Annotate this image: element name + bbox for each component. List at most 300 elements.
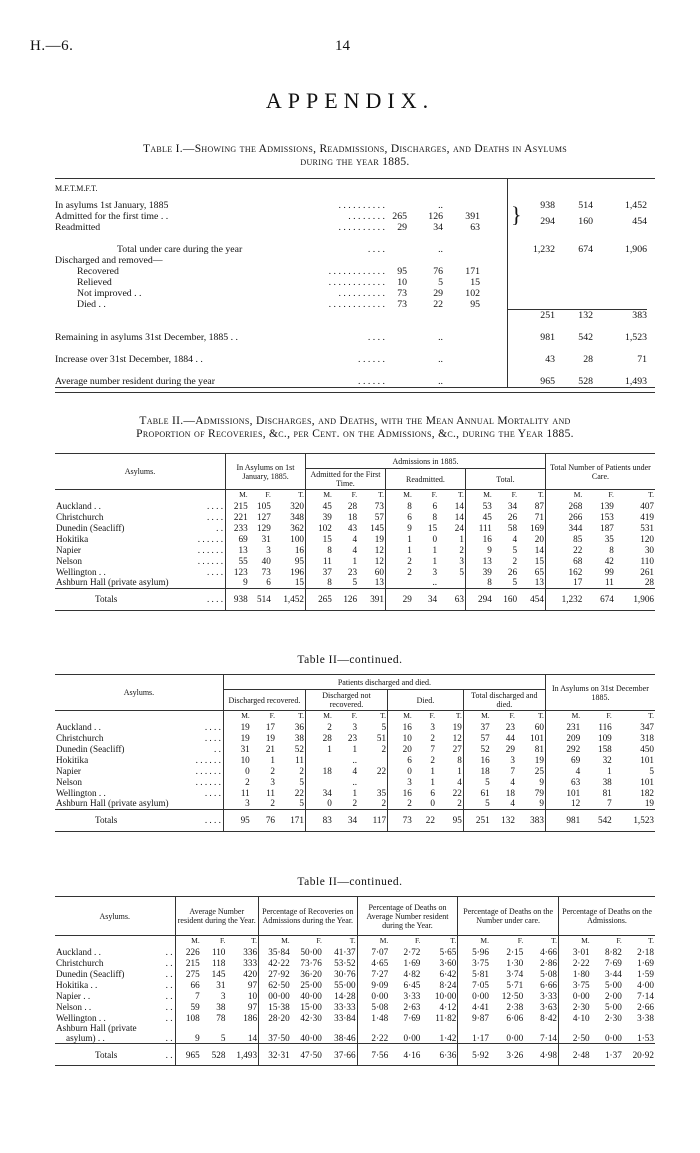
data-cell: 2·30	[604, 1012, 622, 1023]
table1-row-label: Readmitted	[55, 222, 101, 233]
asylum-name: Dunedin (Seacliff)	[56, 743, 125, 754]
data-cell: 3	[270, 776, 276, 787]
totals-label-cell	[55, 588, 226, 610]
data-cell: 5	[512, 577, 518, 588]
total-cell: 1,232	[561, 594, 583, 604]
data-cell: 347	[640, 721, 654, 732]
data-cell: 2·00	[604, 990, 622, 1001]
asylum-name-cell	[55, 577, 226, 588]
data-cell: 81	[516, 743, 545, 754]
data-cell: 123	[233, 566, 248, 577]
col-header-total-care: Total Number of Patients under Care.	[545, 454, 655, 490]
table1-cell: 95	[397, 266, 407, 277]
data-cell: 139	[600, 500, 614, 511]
table1-cell: 29	[397, 222, 407, 233]
data-cell: 182	[640, 787, 654, 798]
table-row	[55, 555, 655, 566]
leader-dots: . . . .	[206, 594, 224, 604]
data-cell: 8	[327, 544, 332, 555]
data-cell: 221	[233, 511, 248, 522]
data-cell: 275	[185, 968, 200, 979]
table-row	[55, 979, 655, 990]
data-cell: 2·66	[637, 1001, 654, 1012]
asylum-name-cell	[55, 990, 175, 1001]
asylum-name-cell	[55, 721, 223, 732]
data-cell: 8·42	[524, 1012, 558, 1023]
table1-caption-line1: Table I.—Showing the Admissions, Readmissions, Discharges, and Deaths in Asylums	[143, 143, 567, 155]
data-cell: 1	[432, 555, 438, 566]
data-cell: 53·52	[323, 957, 357, 968]
data-cell: 52	[276, 743, 305, 754]
data-cell: 15	[518, 555, 545, 566]
document-reference: H.—6.	[30, 38, 74, 54]
data-cell: 419	[640, 511, 654, 522]
data-cell: 5	[485, 798, 490, 809]
data-cell: 97	[226, 1001, 258, 1012]
data-cell: 1	[352, 743, 358, 754]
table3-body	[55, 721, 655, 831]
data-cell: 39	[322, 511, 332, 522]
data-cell: 57	[480, 732, 490, 743]
data-cell: 336	[226, 946, 258, 957]
data-cell: 4	[510, 798, 515, 809]
data-cell: 69	[571, 754, 581, 765]
page-number: 14	[335, 38, 350, 54]
leader-dots: . . . .	[206, 501, 224, 511]
data-cell: 23	[347, 566, 358, 577]
table1-cell: 265	[392, 211, 407, 222]
data-cell: 20	[402, 743, 412, 754]
data-cell: 2·50	[572, 1033, 590, 1043]
header-cell: F.	[608, 490, 614, 499]
data-cell: 29	[505, 743, 515, 754]
header-cell: M.	[323, 490, 332, 499]
data-cell: 233	[233, 522, 248, 533]
data-cell: 12·50	[501, 990, 524, 1001]
data-cell: 3	[438, 555, 465, 566]
data-cell: 38	[216, 1001, 226, 1012]
header-cell: T.	[358, 490, 385, 501]
table-row	[55, 522, 655, 533]
total-cell: 265	[318, 594, 332, 604]
data-cell: 2	[358, 743, 387, 754]
header-cell: M.	[323, 711, 332, 720]
data-cell: 10	[226, 990, 258, 1001]
data-cell: 1	[432, 544, 438, 555]
table-row	[55, 968, 655, 979]
data-cell: 102	[318, 522, 332, 533]
total-cell: 171	[276, 809, 305, 831]
table-row	[55, 544, 655, 555]
table-row	[55, 577, 655, 588]
data-cell: 85	[573, 533, 583, 544]
data-cell: 1·48	[371, 1012, 389, 1023]
total-cell: 1,452	[272, 588, 306, 610]
data-cell: 13	[518, 577, 545, 588]
asylum-name-cell	[55, 555, 226, 566]
data-cell: 8	[432, 511, 438, 522]
data-cell: 1	[430, 765, 435, 776]
asylum-name-cell	[55, 566, 226, 577]
total-cell: 1,523	[633, 815, 654, 825]
data-cell: 33·84	[323, 1012, 357, 1023]
asylum-name-cell	[55, 500, 226, 511]
table-row	[55, 1012, 655, 1023]
data-cell: 40·00	[300, 1033, 322, 1043]
header-cell: M.	[581, 936, 590, 945]
data-cell: 18	[480, 765, 490, 776]
data-cell: 362	[272, 522, 306, 533]
leader-dots: . . . . . . . . . . . .	[328, 277, 385, 288]
data-cell: 1	[407, 533, 412, 544]
total-cell: 542	[597, 815, 612, 825]
data-cell: 162	[568, 566, 583, 577]
data-cell: 1	[352, 787, 358, 798]
header-cell: F.	[351, 711, 358, 720]
data-cell: 1·53	[637, 1033, 654, 1043]
data-cell: 30·76	[323, 968, 357, 979]
data-cell: 2	[430, 754, 435, 765]
data-cell: 2	[407, 566, 412, 577]
data-cell: 50·00	[300, 946, 322, 957]
table1-row-label: Admitted for the first time . .	[55, 211, 169, 222]
header-cell: F.	[265, 490, 271, 499]
table1-cell: 1,452	[624, 200, 647, 211]
table1-cell: ..	[438, 376, 443, 387]
asylum-name-cell	[55, 968, 175, 979]
total-cell: 5·92	[472, 1049, 489, 1060]
data-cell	[358, 754, 387, 765]
total-cell: 1·37	[604, 1049, 622, 1060]
data-cell: 8·24	[421, 979, 457, 990]
data-cell: 169	[518, 522, 545, 533]
data-cell: 30	[644, 544, 654, 555]
table1-cell: 981	[540, 332, 555, 343]
table-row	[55, 1023, 655, 1044]
data-cell: 2·63	[403, 1001, 421, 1012]
data-cell: 27·92	[268, 968, 290, 979]
total-cell: 294	[478, 594, 492, 604]
data-cell: 4·10	[572, 1012, 590, 1023]
data-cell: 4·65	[371, 957, 389, 968]
data-cell: 62·50	[268, 979, 290, 990]
col-header-readmitted: Readmitted.	[385, 469, 465, 490]
data-cell: 7	[510, 765, 515, 776]
table1-cell: 28	[583, 354, 593, 365]
data-cell: 2·30	[572, 1001, 590, 1012]
leader-dots: . .	[214, 744, 221, 754]
header-cell: F.	[431, 490, 438, 499]
table1-cell: 965	[540, 376, 555, 387]
data-cell: 196	[272, 566, 306, 577]
asylum-name-cell	[55, 522, 226, 533]
table1-cell: 294	[540, 216, 555, 227]
data-cell: 38	[602, 776, 612, 787]
data-cell: 2	[245, 776, 250, 787]
data-cell: 266	[568, 511, 583, 522]
leader-dots: . . . . . .	[195, 777, 221, 787]
table1-cell: ..	[438, 332, 443, 343]
total-cell: 1,906	[633, 594, 654, 604]
data-cell: 4·12	[421, 1001, 457, 1012]
asylum-name: Wellington . .	[56, 566, 106, 577]
data-cell: 5	[276, 776, 305, 787]
rule	[55, 387, 655, 388]
data-cell: 12	[358, 555, 385, 566]
asylum-name: Napier	[56, 765, 81, 776]
asylum-name: Christchurch	[56, 732, 104, 743]
data-cell: 1	[352, 555, 358, 566]
col-header-total-discharged: Total discharged and died.	[463, 690, 545, 711]
data-cell: 10·00	[421, 990, 457, 1001]
asylum-name: Auckland . .	[56, 946, 101, 957]
asylum-name: Nelson . .	[56, 1001, 92, 1012]
data-cell: 4	[436, 776, 463, 787]
col-header-asylums: Asylums.	[55, 675, 223, 711]
data-cell: 42·30	[300, 1012, 322, 1023]
data-cell	[305, 776, 332, 787]
data-cell: 0	[407, 765, 412, 776]
data-cell: ..	[352, 776, 358, 787]
data-cell: 2	[352, 798, 358, 809]
table-row	[55, 946, 655, 957]
table1-cell: 95	[470, 299, 480, 310]
data-cell: 145	[211, 968, 226, 979]
leader-dots: . .	[165, 1033, 173, 1043]
table1-cell: 126	[428, 211, 443, 222]
col-header-pct-deaths-admissions: Percentage of Deaths on the Admissions.	[562, 907, 652, 925]
data-cell: 1·17	[472, 1033, 489, 1043]
data-cell: 6	[430, 787, 435, 798]
header-cell: F.	[517, 936, 524, 945]
data-cell: 101	[566, 787, 581, 798]
asylum-name-cell	[55, 732, 223, 743]
data-cell: 0·00	[604, 1033, 622, 1043]
data-cell: 7·14	[524, 1023, 558, 1044]
data-cell: 108	[185, 1012, 200, 1023]
data-cell: 41·37	[323, 946, 357, 957]
data-cell: 1	[436, 765, 463, 776]
table1	[55, 178, 655, 393]
data-cell: 16	[480, 754, 490, 765]
data-cell: 45	[322, 500, 332, 511]
data-cell: 0·00	[472, 990, 489, 1001]
table1-cell: 1,493	[624, 376, 647, 387]
asylum-name-cell	[55, 798, 223, 809]
data-cell: 153	[600, 511, 614, 522]
col-header-mft: T.	[69, 184, 77, 193]
rule	[507, 178, 508, 387]
asylum-name-cell	[55, 533, 226, 544]
data-cell: 186	[226, 1012, 258, 1023]
data-cell: 13	[238, 544, 248, 555]
table2-caption-line1: Table II.—Admissions, Discharges, and Deaths, with the Mean Annual Mortality and	[139, 415, 571, 427]
table1-row-label: Discharged and removed—	[55, 255, 163, 266]
data-cell: 145	[358, 522, 385, 533]
table1-cell: 63	[470, 222, 480, 233]
total-cell: 383	[516, 809, 545, 831]
table1-cell: 73	[397, 299, 407, 310]
data-cell: 28	[644, 577, 654, 588]
asylum-name: Ashburn Hall (private asylum)	[56, 577, 169, 588]
data-cell: 17	[573, 577, 583, 588]
asylum-name: Dunedin (Seacliff)	[56, 522, 125, 533]
data-cell: 00·00	[268, 990, 290, 1001]
data-cell: 31	[216, 979, 226, 990]
total-cell: 7·56	[371, 1049, 389, 1060]
data-cell: 34	[322, 787, 332, 798]
data-cell: 32	[602, 754, 612, 765]
data-cell: 3	[245, 798, 250, 809]
data-cell: 7·27	[371, 968, 389, 979]
asylum-name-cell	[55, 511, 226, 522]
col-header-mft: M.	[55, 184, 65, 193]
data-cell: 15	[272, 577, 306, 588]
data-cell: 348	[272, 511, 306, 522]
data-cell: 8·82	[604, 946, 622, 957]
data-cell: 5·08	[371, 1001, 389, 1012]
data-cell: 2·18	[637, 946, 654, 957]
table1-row-label: Average number resident during the year	[55, 376, 216, 387]
totals-label: Totals	[95, 815, 118, 825]
totals-label-cell	[55, 1044, 175, 1066]
table1-cell: 542	[578, 332, 593, 343]
data-cell: 1·30	[506, 957, 524, 968]
data-cell: 71	[518, 511, 545, 522]
data-cell: 1·69	[403, 957, 421, 968]
asylum-name-cont: asylum) . .	[66, 1033, 105, 1043]
data-cell: 4·41	[472, 1001, 489, 1012]
table2-caption-line2: Proportion of Recoveries, &c., per Cent. on the Admissions, &c., during the Year 1885.	[136, 428, 574, 440]
data-cell: 120	[640, 533, 654, 544]
data-cell: 2·22	[572, 957, 590, 968]
data-cell: 6	[266, 577, 271, 588]
data-cell: 15	[322, 533, 332, 544]
header-cell: M.	[403, 490, 412, 499]
data-cell: 5	[512, 544, 518, 555]
header-cell: F.	[509, 711, 515, 720]
table4-caption: Table II—continued.	[297, 876, 403, 888]
data-cell: 0·00	[403, 1033, 421, 1043]
data-cell: 0·00	[506, 1033, 524, 1043]
col-header-asylums: Asylums.	[55, 897, 175, 936]
data-cell: 5	[220, 1033, 226, 1043]
leader-dots: . . . . . .	[197, 534, 224, 544]
header-cell	[55, 936, 175, 947]
data-cell: 3	[432, 566, 438, 577]
header-cell: F.	[316, 936, 322, 945]
data-cell: 57	[358, 511, 385, 522]
table1-cell: 29	[433, 288, 443, 299]
asylum-name: Christchurch	[56, 511, 104, 522]
data-cell: 60	[516, 721, 545, 732]
leader-dots: . .	[165, 947, 173, 957]
data-cell: 35	[358, 787, 387, 798]
asylum-name: Ashburn Hall (private	[56, 1023, 137, 1033]
data-cell: 1	[438, 533, 465, 544]
header-cell: F.	[429, 711, 435, 720]
table-row	[55, 721, 655, 732]
data-cell: 3·75	[572, 979, 590, 990]
col-header-mft: F.	[64, 184, 70, 193]
data-cell: 531	[640, 522, 654, 533]
data-cell: 320	[272, 500, 306, 511]
data-cell: 5·96	[472, 946, 489, 957]
header-cell: T.	[276, 711, 305, 722]
leader-dots: . . . . . .	[197, 556, 224, 566]
data-cell: 3	[510, 754, 515, 765]
leader-dots: . .	[165, 958, 173, 968]
leader-dots: . . . . . . . . . .	[338, 222, 385, 233]
data-cell: 2·38	[506, 1001, 524, 1012]
header-cell: F.	[511, 490, 518, 499]
leader-dots: . . . . . .	[358, 354, 385, 365]
header-cell: M.	[379, 936, 389, 945]
asylum-name-cell	[55, 743, 223, 754]
table1-row-label: Total under care during the year	[117, 244, 243, 255]
table-row	[55, 787, 655, 798]
data-cell: 111	[478, 522, 492, 533]
asylum-name: Dunedin (Seacliff)	[56, 968, 125, 979]
leader-dots: . . . .	[204, 722, 221, 732]
table1-cell: 102	[465, 288, 480, 299]
asylum-name: Hokitika	[56, 533, 89, 544]
col-header-pct-recoveries: Percentage of Recoveries on Admissions during the Year.	[259, 897, 358, 936]
data-cell: 333	[226, 957, 258, 968]
data-cell: 28	[322, 732, 332, 743]
col-header-total: Total.	[465, 469, 545, 490]
totals-label: Totals	[95, 594, 118, 604]
data-cell: 44	[505, 732, 515, 743]
col-header-mft: T.	[91, 184, 98, 193]
data-cell: 42·22	[268, 957, 290, 968]
leader-dots: . . . .	[204, 733, 221, 743]
data-cell: 3·60	[421, 957, 457, 968]
data-cell: 8	[609, 544, 614, 555]
leader-dots: . .	[165, 1013, 173, 1023]
data-cell: 7·07	[371, 946, 389, 957]
table-row	[55, 765, 655, 776]
data-cell: 37·50	[268, 1033, 290, 1043]
data-cell: 11	[240, 787, 250, 798]
rule	[55, 178, 655, 179]
total-cell: 965	[185, 1049, 200, 1060]
table4-body	[55, 946, 655, 1066]
data-cell: 51	[358, 732, 387, 743]
data-cell: 13	[482, 555, 492, 566]
data-cell: 420	[226, 968, 258, 979]
total-cell: 76	[265, 815, 276, 825]
header-cell: M.	[281, 936, 290, 945]
data-cell: 24	[438, 522, 465, 533]
data-cell: 6	[407, 754, 412, 765]
data-cell: 11	[323, 555, 332, 566]
header-cell: F.	[414, 936, 421, 945]
asylum-name: Auckland . .	[56, 721, 101, 732]
header-cell: T.	[648, 711, 654, 720]
total-cell: 981	[566, 815, 581, 825]
asylum-name-cell	[55, 787, 223, 798]
leader-dots: . . . . . .	[195, 766, 221, 776]
data-cell: 19	[358, 533, 385, 544]
data-cell: 2·72	[403, 946, 421, 957]
data-cell: 100	[272, 533, 306, 544]
table1-cell: 528	[578, 376, 593, 387]
data-cell: 2	[512, 555, 518, 566]
asylum-name: Hokitika . .	[56, 979, 98, 990]
col-header-not-recovered: Discharged not recovered.	[305, 690, 387, 711]
data-cell: 12	[571, 798, 581, 809]
